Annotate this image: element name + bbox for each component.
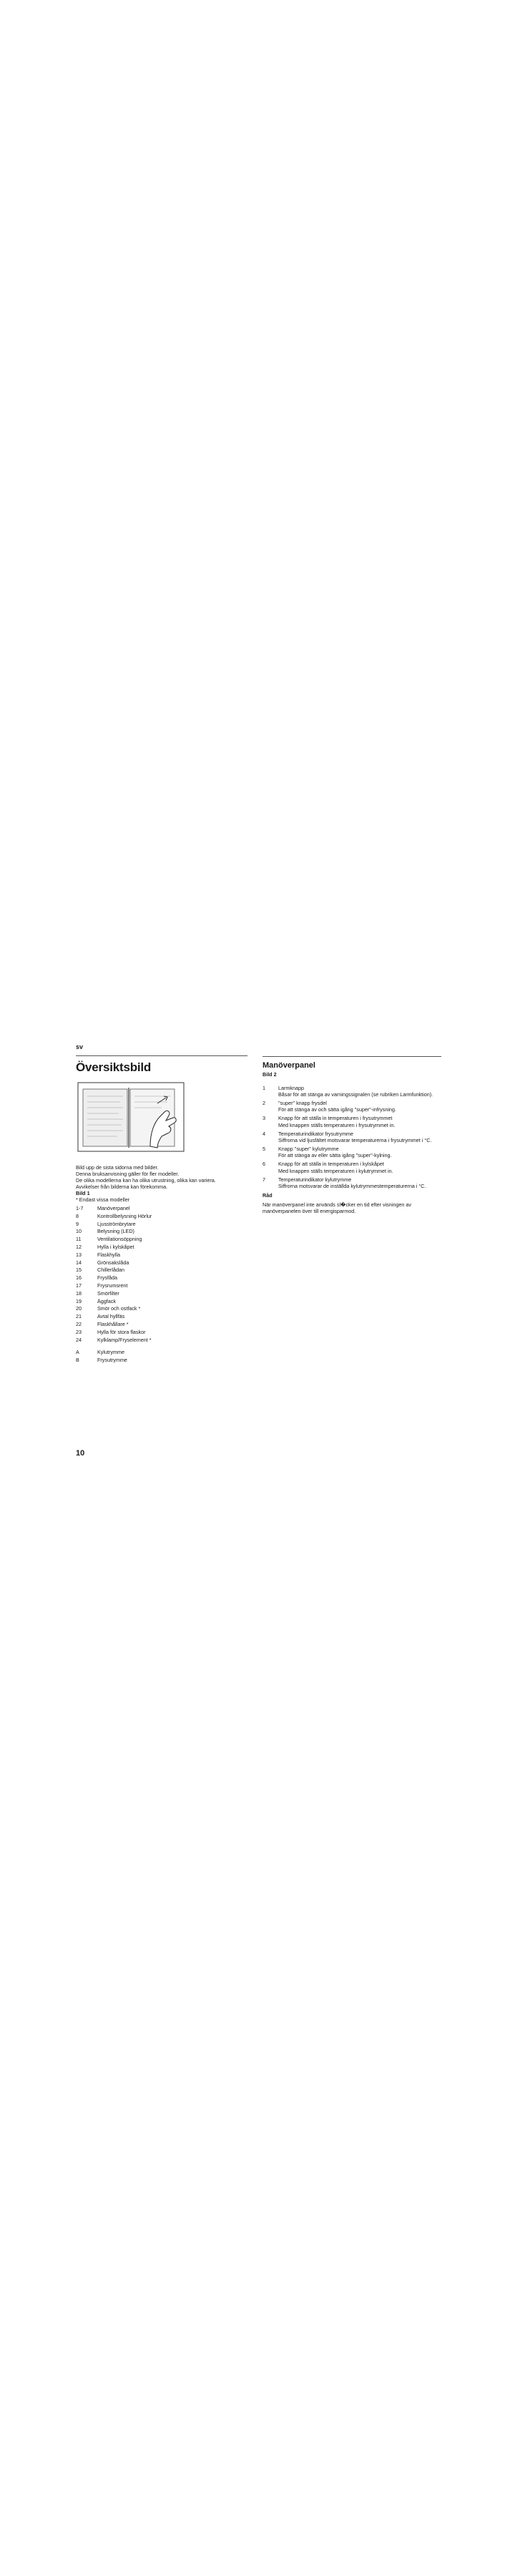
intro-line: De olika modellerna kan ha olika utrustning, olika kan variera. (76, 1177, 216, 1184)
item-heading: Knapp för att ställa in temperaturen i frysutrymmet (278, 1115, 393, 1121)
item-heading: Larmknapp (278, 1085, 304, 1091)
section-rule (263, 1056, 441, 1057)
item-number: 21 (76, 1313, 82, 1320)
item-number: 22 (76, 1320, 82, 1327)
item-number: 17 (76, 1282, 82, 1289)
item-heading: Temperaturindikator frysutrymme (278, 1131, 354, 1137)
item-label: Äggfack (97, 1297, 116, 1304)
intro-line: Denna bruksanvisning gäller för fler modeller. (76, 1171, 180, 1177)
item-number: B (76, 1357, 79, 1364)
item-label: Grönsakslåda (97, 1259, 129, 1266)
list-item (76, 1244, 247, 1252)
list-item (76, 1298, 247, 1306)
control-panel-column (263, 1056, 441, 1214)
list-spacer (76, 1344, 247, 1349)
list-item (76, 1259, 247, 1267)
item-number: 15 (76, 1267, 82, 1274)
item-label: Belysning (LED) (97, 1228, 134, 1235)
list-item (263, 1176, 441, 1189)
figure-label: Bild 2 (263, 1071, 277, 1078)
item-number: 7 (263, 1176, 265, 1183)
item-label: Frysrumsrent (97, 1282, 128, 1289)
list-item (76, 1267, 247, 1274)
item-label: Avtal hyllfäs (97, 1313, 125, 1320)
list-item (76, 1274, 247, 1282)
model-note: * Endast vissa modeller (76, 1196, 130, 1203)
list-item (263, 1161, 441, 1174)
list-item (263, 1131, 441, 1143)
item-number: 3 (263, 1115, 265, 1121)
list-item (76, 1329, 247, 1337)
list-item (76, 1357, 247, 1365)
item-label: Frysfåda (97, 1274, 117, 1282)
item-label: Flaskhållare * (97, 1320, 129, 1327)
item-number: 18 (76, 1289, 82, 1297)
overview-column (76, 1055, 247, 1365)
item-label: Chillerlådan (97, 1267, 124, 1274)
item-number: 6 (263, 1161, 265, 1167)
language-label: sv (76, 1043, 84, 1050)
list-item (76, 1337, 247, 1345)
list-item (76, 1236, 247, 1244)
list-item (76, 1252, 247, 1259)
item-number: 16 (76, 1274, 82, 1282)
item-number: 23 (76, 1328, 82, 1335)
list-item (76, 1282, 247, 1290)
item-number: 11 (76, 1236, 82, 1243)
item-heading: Knapp "super" kylutrymme (278, 1146, 339, 1152)
item-number: 4 (263, 1131, 265, 1137)
item-number: 1 (263, 1085, 265, 1091)
list-item (76, 1313, 247, 1321)
list-item (263, 1115, 441, 1128)
item-label: Flaskhylla (97, 1251, 120, 1258)
list-item (76, 1205, 247, 1213)
section-title: Manöverpanel (263, 1061, 315, 1070)
item-text: Siffrorna vid ljusfältet motsvarar temperaturerna i frysutrymmet i °C. (278, 1137, 432, 1143)
item-heading: Temperaturindikator kylutrymme (278, 1176, 352, 1183)
item-number: A (76, 1349, 79, 1356)
list-item (76, 1349, 247, 1357)
item-label: Hylla i kylskåpet (97, 1243, 134, 1250)
item-text: Med knappen ställs temperaturen i kylutrymmet in. (278, 1168, 393, 1174)
item-number: 24 (76, 1336, 82, 1343)
list-item (76, 1221, 247, 1229)
list-item (76, 1290, 247, 1298)
item-label: Kontrollbelysning Hörlur (97, 1212, 152, 1219)
list-item (263, 1100, 441, 1113)
item-number: 12 (76, 1243, 82, 1250)
list-item (263, 1146, 441, 1158)
item-label: Kylutrymme (97, 1349, 124, 1356)
page-number: 10 (76, 1449, 85, 1458)
item-label: Manöverpanel (97, 1205, 130, 1211)
item-number: 20 (76, 1305, 82, 1312)
item-number: 19 (76, 1297, 82, 1304)
parts-list (76, 1205, 247, 1365)
item-label: Ljusströmbrytare (97, 1220, 136, 1227)
figure-label: Bild 1 (76, 1190, 90, 1196)
list-item (76, 1305, 247, 1313)
item-text: Båsar för att stänga av varningssignalen (se rubriken Larmfunktion). (278, 1091, 433, 1098)
intro-line: Avvikelser från bilderna kan förekomma. (76, 1184, 168, 1190)
item-text: För att stänga av och sätta igång "super"-infrysning. (278, 1106, 396, 1113)
list-item (76, 1213, 247, 1221)
item-heading: "super" knapp frysdel (278, 1100, 327, 1106)
item-label: Hylla för stora flaskor (97, 1328, 146, 1335)
section-rule (76, 1055, 247, 1056)
item-label: Smörfilter (97, 1289, 119, 1297)
item-text: Siffrorna motsvarar de inställda kylutrymmestemperaturerna i °C. (278, 1183, 426, 1189)
tip-text: När manöverpanel inte används sl�cker en tid efter visningen av manöverpanelen över till energisparmod. (263, 1201, 411, 1214)
item-number: 5 (263, 1146, 265, 1152)
list-item (263, 1085, 441, 1098)
item-number: 8 (76, 1212, 79, 1219)
item-number: 10 (76, 1228, 82, 1235)
item-label: Kylklamp/Fryselement * (97, 1336, 152, 1343)
item-number: 1-7 (76, 1205, 84, 1211)
item-number: 9 (76, 1220, 79, 1227)
intro-line: Bild upp de sista sidorna med bilder. (76, 1164, 159, 1171)
item-number: 2 (263, 1100, 265, 1106)
item-text: Med knappen ställs temperaturen i frysutrymmet in. (278, 1122, 396, 1128)
item-number: 13 (76, 1251, 82, 1258)
page-title: Översiktsbild (76, 1060, 152, 1074)
tip-heading: Råd (263, 1192, 273, 1199)
item-number: 14 (76, 1259, 82, 1266)
item-label: Ventilationsöppning (97, 1236, 142, 1243)
manual-illustration (77, 1082, 185, 1152)
item-text: För att stänga av eller sätta igång "super"-kylning. (278, 1152, 392, 1158)
item-label: Frysutrymme (97, 1357, 127, 1364)
list-item (76, 1321, 247, 1329)
item-label: Smör och ostfack * (97, 1305, 141, 1312)
item-heading: Knapp för att ställa in temperaturen i kylskåpet (278, 1161, 384, 1167)
list-item (76, 1228, 247, 1236)
